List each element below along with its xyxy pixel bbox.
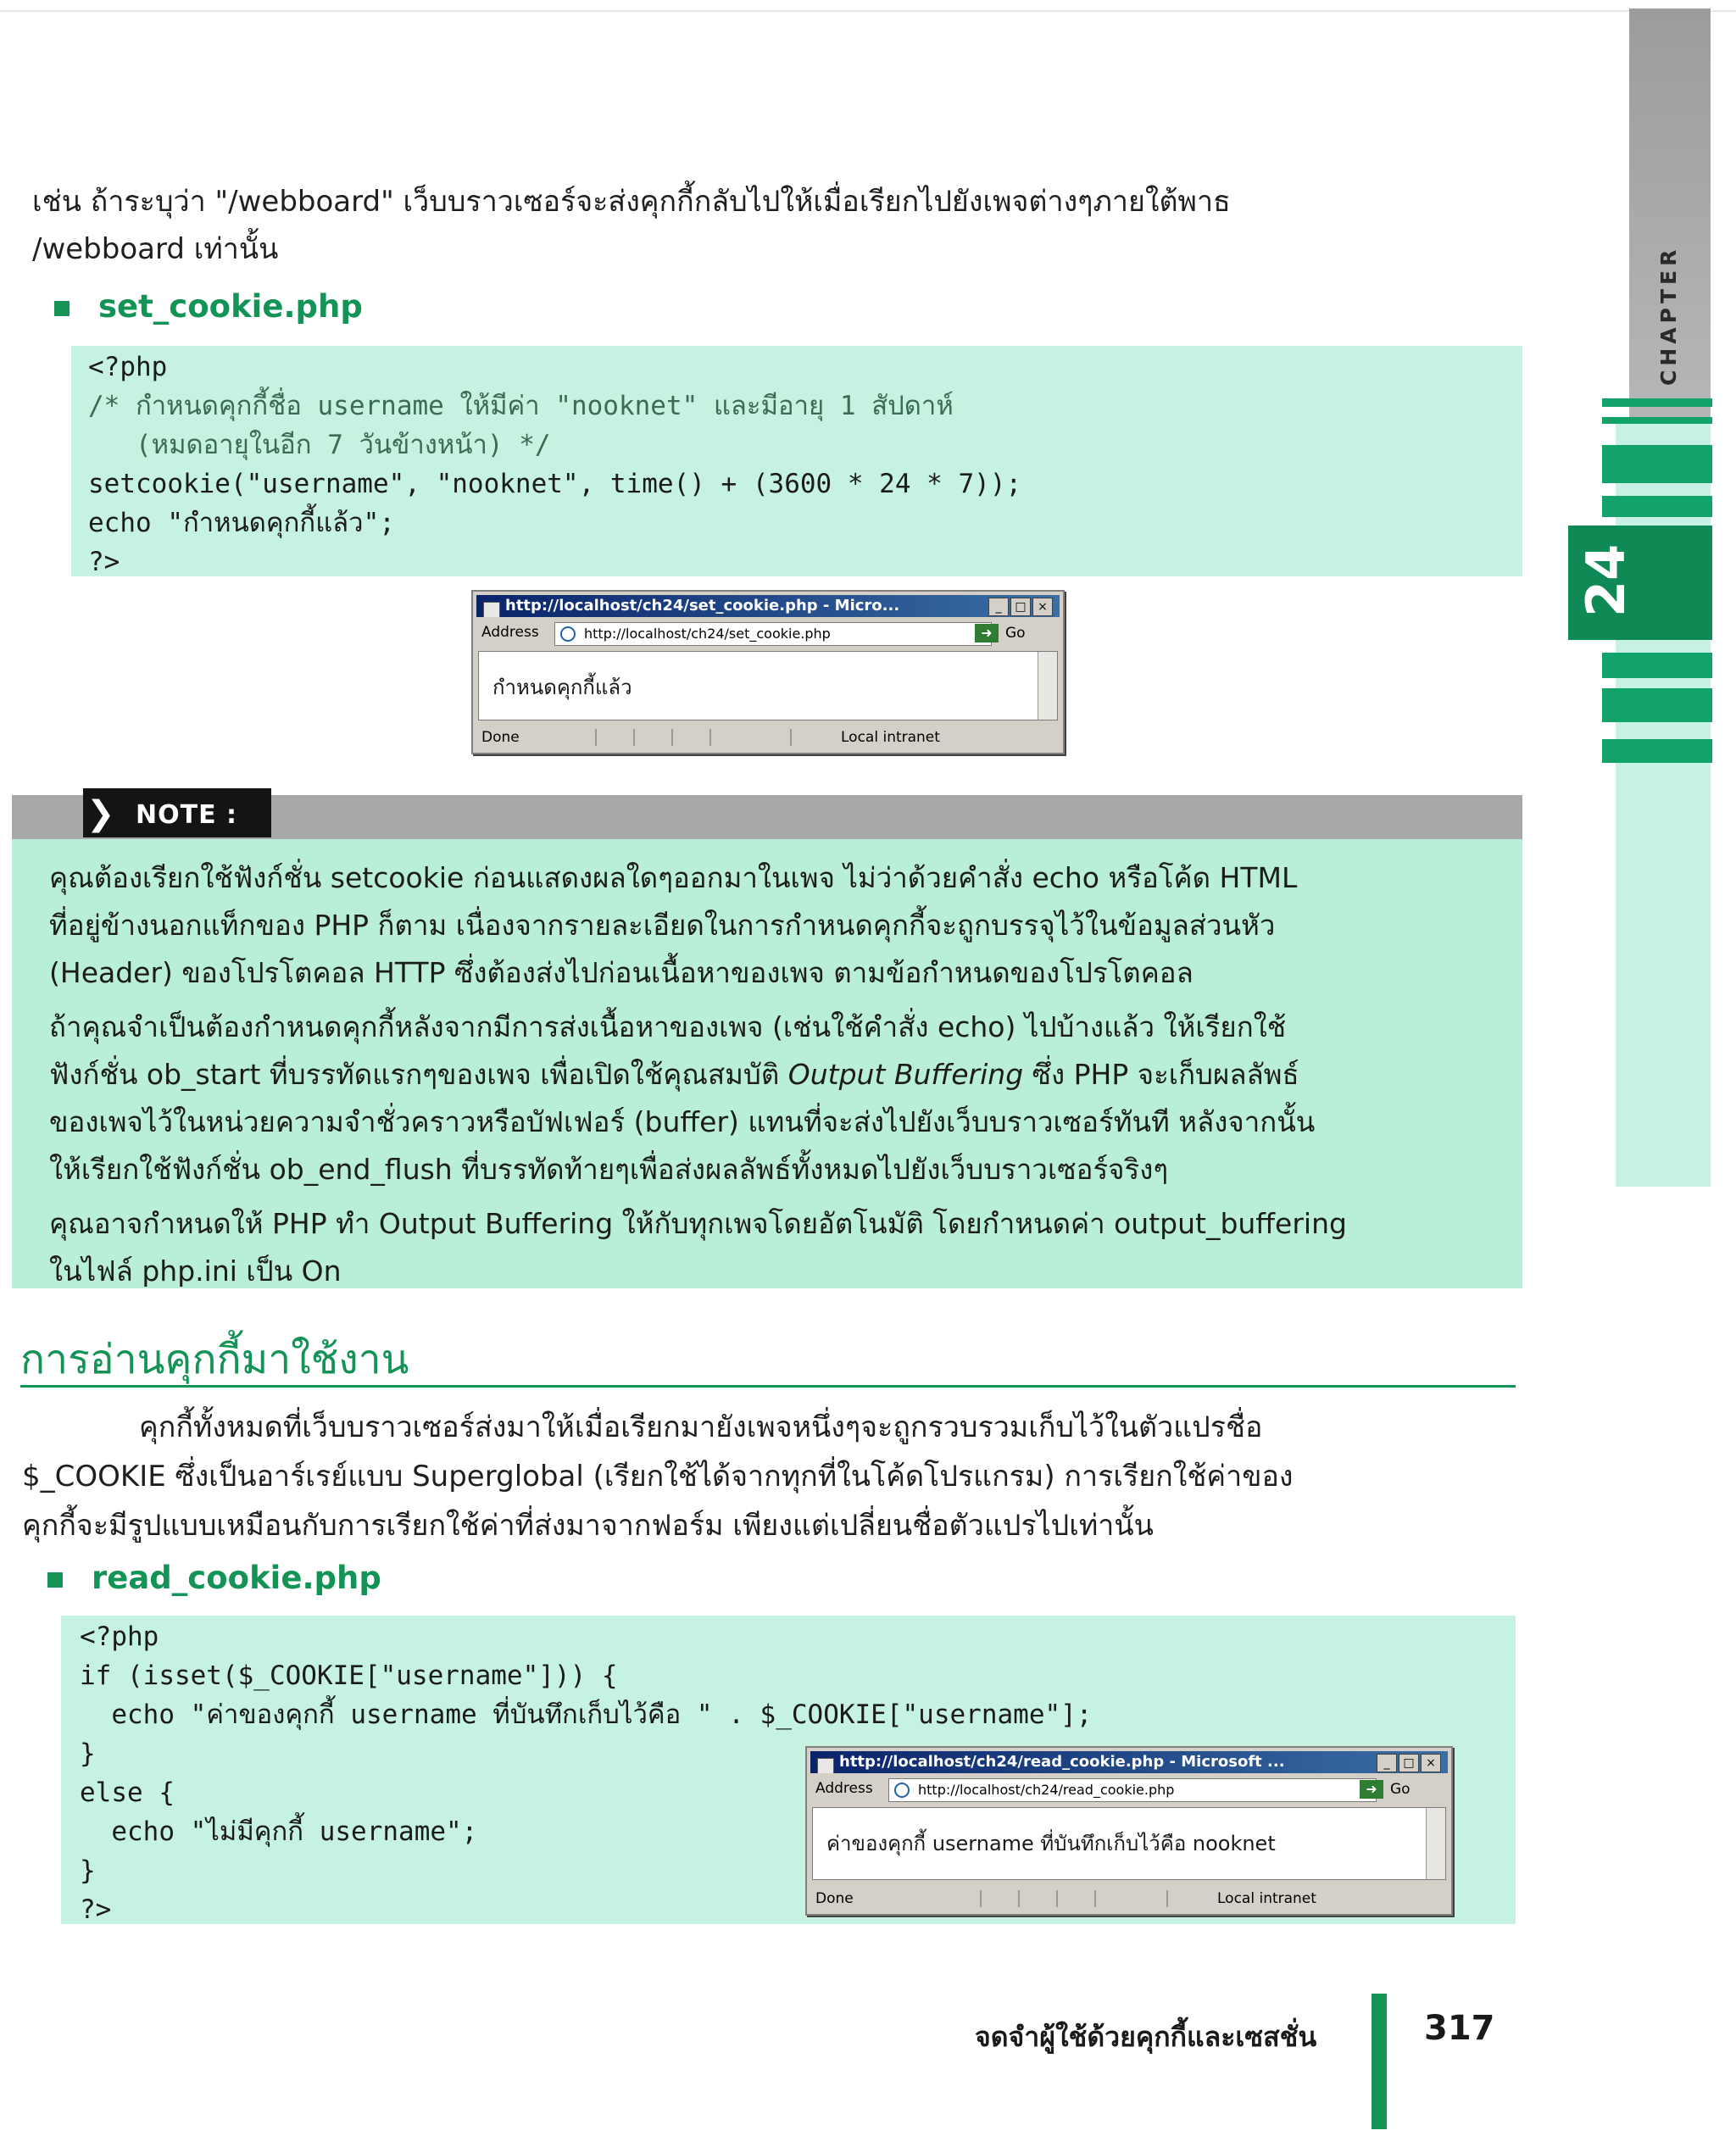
note-line: ของเพจไว้ในหน่วยความจำชั่วคราวหรือบัฟเฟอร์ (buffer) แทนที่จะส่งไปยังเว็บบราวเซอร์ทันที หลังจากนั้น xyxy=(49,1105,1316,1138)
address-label: Address xyxy=(815,1780,873,1797)
chevron-right-icon: ❯ xyxy=(86,794,115,833)
go-label: Go xyxy=(1005,625,1026,642)
code-line: if (isset($_COOKIE["username"])) { xyxy=(80,1660,618,1691)
go-arrow-icon: ➜ xyxy=(1360,1780,1383,1799)
code-line: /* กำหนดคุกกี้ชื่อ username ให้มีค่า "nooknet" และมีอายุ 1 สัปดาห์ xyxy=(88,391,954,421)
address-label: Address xyxy=(481,624,539,641)
go-arrow-icon: ➜ xyxy=(975,624,999,642)
set-cookie-filename: set_cookie.php xyxy=(98,288,363,325)
note-line: ในไฟล์ php.ini เป็น On xyxy=(49,1254,342,1288)
note-text-segment: ซึ่ง PHP จะเก็บผลลัพธ์ xyxy=(1023,1058,1299,1091)
status-divider xyxy=(671,729,673,746)
address-url: http://localhost/ch24/set_cookie.php xyxy=(584,626,831,642)
code-line: else { xyxy=(80,1777,175,1808)
window-title: http://localhost/ch24/read_cookie.php - Microsoft ... xyxy=(839,1753,1285,1771)
page-output-text: ค่าของคุกกี้ username ที่บันทึกเก็บไว้คือ nooknet xyxy=(826,1832,1276,1855)
code-line: <?php xyxy=(88,352,168,382)
chapter-tab-stripe xyxy=(1602,496,1712,517)
page-icon xyxy=(894,1783,910,1798)
note-line: (Header) ของโปรโตคอล HTTP ซึ่งต้องส่งไปก่อนเนื้อหาของเพจ ตามข้อกำหนดของโปรโตคอล xyxy=(49,956,1194,989)
browser-window-read-cookie xyxy=(805,1746,1453,1916)
page-number: 317 xyxy=(1424,2009,1495,2048)
minimize-button[interactable]: _ xyxy=(988,598,1009,616)
note-line: ให้เรียกใช้ฟังก์ชั่น ob_end_flush ที่บรรทัดท้ายๆเพื่อส่งผลลัพธ์ทั้งหมดไปยังเว็บบราวเซอร์จริงๆ xyxy=(49,1153,1169,1186)
note-line: ที่อยู่ข้างนอกแท็กของ PHP ก็ตาม เนื่องจากรายละเอียดในการกำหนดคุกกี้จะถูกบรรจุไว้ในข้อมูลส่วนหัว xyxy=(49,909,1276,942)
page-top-rule xyxy=(0,10,1736,12)
note-text-segment: ฟังก์ชั่น ob_start ที่บรรทัดแรกๆของเพจ เพื่อเปิดใช้คุณสมบัติ xyxy=(49,1058,788,1091)
status-divider xyxy=(633,729,635,746)
chapter-tab-stripe xyxy=(1602,739,1712,763)
note-line: คุณต้องเรียกใช้ฟังก์ชั่น setcookie ก่อนแสดงผลใดๆออกมาในเพจ ไม่ว่าด้วยคำสั่ง echo หรือโค้ด HTML xyxy=(49,861,1298,894)
chapter-tab-stripe xyxy=(1602,417,1712,424)
status-bar xyxy=(476,726,1060,749)
page-icon xyxy=(560,626,576,642)
status-zone: Local intranet xyxy=(1217,1890,1316,1907)
minimize-button[interactable]: _ xyxy=(1377,1754,1397,1772)
status-divider xyxy=(790,729,792,746)
code-line: echo "ค่าของคุกกี้ username ที่บันทึกเก็บไว้คือ " . $_COOKIE["username"]; xyxy=(80,1699,1093,1730)
code-line: (หมดอายุในอีก 7 วันข้างหน้า) */ xyxy=(88,430,551,460)
code-line: <?php xyxy=(80,1621,159,1652)
intro-line-2: /webboard เท่านั้น xyxy=(32,232,279,266)
browser-window-set-cookie xyxy=(471,590,1065,754)
section-body-line: คุกกี้ทั้งหมดที่เว็บบราวเซอร์ส่งมาให้เมื่อเรียกมายังเพจหนึ่งๆจะถูกรวบรวมเก็บไว้ในตัวแปรชื่อ xyxy=(139,1410,1263,1444)
note-label: NOTE : xyxy=(136,800,238,830)
ie-window-icon xyxy=(817,1758,834,1773)
close-button[interactable]: × xyxy=(1032,598,1053,616)
status-divider xyxy=(709,729,711,746)
footer-divider xyxy=(1372,1994,1387,2129)
code-line: setcookie("username", "nooknet", time() + (3600 * 24 * 7)); xyxy=(88,469,1022,499)
bullet-square-icon xyxy=(47,1572,63,1588)
address-url: http://localhost/ch24/read_cookie.php xyxy=(918,1782,1175,1798)
window-titlebar xyxy=(476,595,1060,617)
chapter-number: 24 xyxy=(1575,543,1637,617)
code-line: echo "กำหนดคุกกี้แล้ว"; xyxy=(88,508,395,538)
vertical-scrollbar[interactable] xyxy=(1038,652,1057,720)
chapter-tab-stripe xyxy=(1602,398,1712,407)
window-titlebar xyxy=(810,1751,1448,1773)
note-line: คุณอาจกำหนดให้ PHP ทำ Output Buffering ให้กับทุกเพจโดยอัตโนมัติ โดยกำหนดค่า output_buffering xyxy=(49,1207,1347,1240)
section-title: การอ่านคุกกี้มาใช้งาน xyxy=(20,1336,409,1383)
browser-content xyxy=(812,1807,1446,1880)
go-button[interactable] xyxy=(975,622,1026,644)
status-divider xyxy=(1018,1890,1020,1907)
maximize-button[interactable]: □ xyxy=(1010,598,1031,616)
close-button[interactable]: × xyxy=(1421,1754,1441,1772)
status-divider xyxy=(1166,1890,1168,1907)
read-cookie-heading xyxy=(47,1560,381,1596)
chapter-tab-stripe xyxy=(1602,653,1712,678)
status-divider xyxy=(1094,1890,1096,1907)
intro-line-1: เช่น ถ้าระบุว่า "/webboard" เว็บบราวเซอร์จะส่งคุกกี้กลับไปให้เมื่อเรียกไปยังเพจต่างๆภายใต้พาธ xyxy=(32,185,1231,219)
code-line: echo "ไม่มีคุกกี้ username"; xyxy=(80,1816,478,1847)
section-divider xyxy=(20,1385,1516,1388)
go-label: Go xyxy=(1390,1781,1410,1798)
status-divider xyxy=(980,1890,982,1907)
code-line: } xyxy=(80,1738,96,1769)
read-cookie-filename: read_cookie.php xyxy=(92,1560,381,1596)
browser-content xyxy=(478,651,1058,720)
status-done: Done xyxy=(481,729,520,746)
maximize-button[interactable]: □ xyxy=(1399,1754,1419,1772)
code-line: ?> xyxy=(88,547,120,577)
chapter-label: CHAPTER xyxy=(1656,245,1681,386)
status-bar xyxy=(810,1887,1448,1911)
output-buffering-term: Output Buffering xyxy=(787,1058,1024,1091)
status-divider xyxy=(1056,1890,1058,1907)
address-input[interactable] xyxy=(888,1778,1377,1802)
section-body-line: คุกกี้จะมีรูปแบบเหมือนกับการเรียกใช้ค่าที่ส่งมาจากฟอร์ม เพียงแต่เปลี่ยนชื่อตัวแปรไปเท่านั้น xyxy=(22,1509,1154,1543)
section-body-line: $_COOKIE ซึ่งเป็นอาร์เรย์แบบ Superglobal (เรียกใช้ได้จากทุกที่ในโค้ดโปรแกรม) การเรียกใช้ค่าของ xyxy=(22,1460,1294,1494)
status-divider xyxy=(595,729,597,746)
go-button[interactable] xyxy=(1360,1778,1410,1800)
status-zone: Local intranet xyxy=(841,729,940,746)
note-line xyxy=(49,1051,1299,1099)
code-line: ?> xyxy=(80,1894,112,1925)
ie-window-icon xyxy=(483,602,500,617)
set-cookie-heading xyxy=(54,288,363,325)
address-input[interactable] xyxy=(554,622,992,646)
footer-chapter-title: จดจำผู้ใช้ด้วยคุกกี้และเซสชั่น xyxy=(975,2021,1317,2053)
code-line: } xyxy=(80,1855,96,1886)
window-title: http://localhost/ch24/set_cookie.php - Micro... xyxy=(505,597,900,615)
chapter-tab-stripe xyxy=(1602,445,1712,483)
bullet-square-icon xyxy=(54,301,70,316)
page-output-text: กำหนดคุกกี้แล้ว xyxy=(492,676,632,699)
vertical-scrollbar[interactable] xyxy=(1426,1808,1445,1879)
status-done: Done xyxy=(815,1890,854,1907)
chapter-tab-stripe xyxy=(1602,688,1712,722)
note-line: ถ้าคุณจำเป็นต้องกำหนดคุกกี้หลังจากมีการส่งเนื้อหาของเพจ (เช่นใช้คำสั่ง echo) ไปบ้างแล้ว ให้เรียกใช้ xyxy=(49,1010,1287,1043)
